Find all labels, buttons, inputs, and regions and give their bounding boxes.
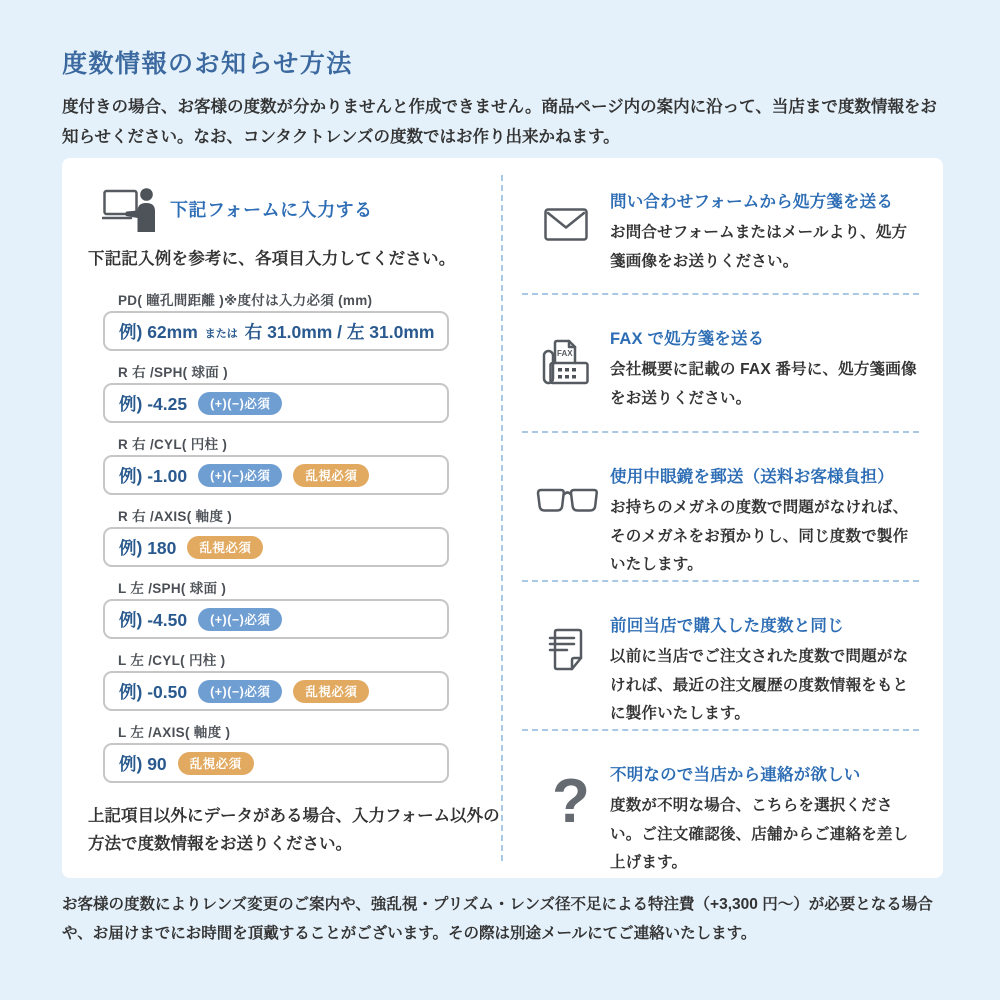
- example-value: 例) 62mm: [119, 321, 198, 342]
- form-instruction: 下記記入例を参考に、各項目入力してください。: [88, 250, 456, 268]
- method-title: 使用中眼鏡を郵送（送料お客様負担）: [610, 467, 894, 486]
- method-item-contact-form: [522, 158, 919, 295]
- field-example-r-cyl: [103, 455, 449, 495]
- methods-section: [501, 158, 943, 878]
- field-example-l-axis: [103, 743, 449, 783]
- method-body: 度数が不明な場合、こちらを選択ください。ご注文確認後、店舗からご連絡を差し上げます。: [610, 797, 909, 872]
- example-value: 右 31.0mm / 左 31.0mm: [244, 321, 435, 342]
- example-value: 例) -4.25: [119, 393, 188, 414]
- field-group-pd: [103, 289, 449, 351]
- method-item-previous-order: [522, 582, 919, 731]
- field-label-r-axis: R 右 /AXIS( 軸度 ): [118, 509, 233, 524]
- field-label-pd: PD( 瞳孔間距離 )※度付は入力必須 (mm): [118, 293, 373, 308]
- field-group-l-axis: [103, 721, 449, 783]
- field-group-l-sph: [103, 577, 449, 639]
- field-group-r-cyl: [103, 433, 449, 495]
- astigmatism-required-badge: 乱視必須: [293, 680, 369, 703]
- method-item-fax: [522, 295, 919, 432]
- method-item-mail-glasses: [522, 433, 919, 582]
- example-value: 例) 90: [119, 753, 167, 774]
- field-label-r-cyl: R 右 /CYL( 円柱 ): [118, 437, 228, 452]
- form-section-header: [102, 186, 501, 232]
- envelope-icon: [544, 208, 588, 247]
- main-panel: [62, 158, 943, 878]
- sign-required-badge: (+)(−)必須: [198, 464, 282, 487]
- field-example-l-sph: [103, 599, 449, 639]
- method-title: 問い合わせフォームから処方箋を送る: [610, 193, 894, 211]
- field-label-l-cyl: L 左 /CYL( 円柱 ): [118, 653, 226, 668]
- example-or-text: または: [204, 327, 238, 340]
- method-body: お持ちのメガネの度数で問題がなければ、そのメガネをお預かりし、同じ度数で製作いたします。: [610, 498, 909, 574]
- intro-text: 度付きの場合、お客様の度数が分かりませんと作成できません。商品ページ内の案内に沿って、当店まで度数情報をお知らせください。なお、コンタクトレンズの度数ではお作り出来かねます。: [62, 98, 937, 147]
- presenter-monitor-icon: [102, 186, 156, 232]
- astigmatism-required-badge: 乱視必須: [293, 464, 369, 487]
- method-title: 不明なので当店から連絡が欲しい: [610, 766, 861, 784]
- form-section: [62, 158, 501, 878]
- fax-icon: [542, 339, 590, 390]
- page-title: 度数情報のお知らせ方法: [62, 50, 353, 78]
- sign-required-badge: (+)(−)必須: [198, 392, 282, 415]
- field-example-r-axis: [103, 527, 449, 567]
- field-group-r-axis: [103, 505, 449, 567]
- astigmatism-required-badge: 乱視必須: [187, 536, 263, 559]
- sign-required-badge: (+)(−)必須: [198, 608, 282, 631]
- astigmatism-required-badge: 乱視必須: [178, 752, 254, 775]
- field-label-l-sph: L 左 /SPH( 球面 ): [118, 581, 227, 596]
- example-value: 例) -1.00: [119, 465, 188, 486]
- method-title: FAX で処方箋を送る: [610, 330, 765, 349]
- glasses-icon: [536, 487, 598, 519]
- svg-text:FAX: FAX: [557, 349, 573, 359]
- example-value: 例) -0.50: [119, 681, 188, 702]
- field-group-r-sph: [103, 361, 449, 423]
- field-example-r-sph: [103, 383, 449, 423]
- method-body: 以前に当店でご注文された度数で問題がなければ、最近の注文履歴の度数情報をもとに製作いたします。: [610, 647, 909, 723]
- method-title: 前回当店で購入した度数と同じ: [610, 616, 844, 635]
- field-example-pd: [103, 311, 449, 351]
- field-group-l-cyl: [103, 649, 449, 711]
- form-note: 上記項目以外にデータがある場合、入力フォーム以外の方法で度数情報をお送りください。: [88, 807, 500, 854]
- question-icon: ?: [552, 767, 590, 836]
- field-label-l-axis: L 左 /AXIS( 軸度 ): [118, 725, 231, 740]
- document-icon: [548, 628, 588, 679]
- sign-required-badge: (+)(−)必須: [198, 680, 282, 703]
- form-fields: [103, 289, 449, 783]
- method-body: お問合せフォームまたはメールより、処方箋画像をお送りください。: [610, 224, 908, 270]
- method-item-unknown-contact: [522, 731, 919, 878]
- form-section-title: 下記フォームに入力する: [170, 200, 373, 220]
- field-label-r-sph: R 右 /SPH( 球面 ): [118, 365, 228, 380]
- method-body: 会社概要に記載の FAX 番号に、処方箋画像をお送りください。: [610, 361, 917, 408]
- example-value: 例) 180: [119, 537, 177, 558]
- footer-note: お客様の度数によりレンズ変更のご案内や、強乱視・プリズム・レンズ径不足による特注費（+3,300 円～）が必要となる場合や、お届けまでにお時間を頂戴することがございます。その際は別途メールにてご連絡いたします。: [62, 896, 933, 942]
- field-example-l-cyl: [103, 671, 449, 711]
- example-value: 例) -4.50: [119, 609, 188, 630]
